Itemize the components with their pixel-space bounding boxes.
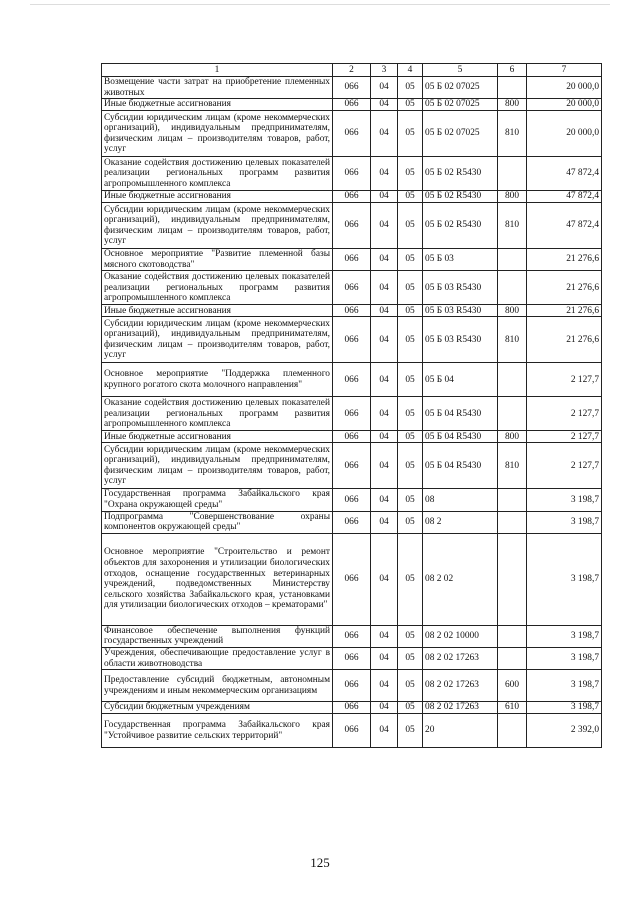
row-rz-cell: 04: [371, 511, 398, 533]
row-ved-cell: 066: [333, 191, 371, 203]
row-pr-cell: 05: [398, 157, 423, 191]
row-vr-cell: 810: [498, 317, 527, 363]
row-rz-cell: 04: [371, 99, 398, 111]
row-csr-cell: 05 Б 02 R5430: [423, 157, 498, 191]
row-pr-cell: 05: [398, 443, 423, 489]
row-vr-cell: [498, 271, 527, 305]
table-row: [102, 443, 602, 489]
row-vr-cell: 810: [498, 111, 527, 157]
row-name-cell: Предоставление субсидий бюджетным, автономным учреждениям и иным некоммерческим организациям: [102, 670, 333, 702]
row-csr-cell: 08: [423, 489, 498, 511]
row-rz-cell: 04: [371, 271, 398, 305]
row-name-cell: Иные бюджетные ассигнования: [102, 99, 333, 111]
row-csr-cell: 05 Б 03 R5430: [423, 305, 498, 317]
table-row: [102, 317, 602, 363]
table-row: [102, 157, 602, 191]
row-sum-cell: 47 872,4: [527, 191, 602, 203]
row-ved-cell: 066: [333, 714, 371, 748]
row-vr-cell: [498, 511, 527, 533]
row-name-cell: Основное мероприятие "Строительство и ремонт объектов для захоронения и утилизации биологических отходов, оснащение государственных ветеринарных учреждений, подведомственных Министерству сельского хозяйства Забайкальского края, установками для утилизации биологических отходов – крематорами": [102, 533, 333, 625]
row-csr-cell: 05 Б 02 07025: [423, 77, 498, 99]
row-pr-cell: 05: [398, 489, 423, 511]
row-vr-cell: 800: [498, 99, 527, 111]
row-sum-cell: 47 872,4: [527, 157, 602, 191]
row-csr-cell: 05 Б 02 R5430: [423, 203, 498, 249]
row-pr-cell: 05: [398, 99, 423, 111]
row-pr-cell: 05: [398, 397, 423, 431]
table-body: [102, 64, 602, 748]
row-ved-cell: 066: [333, 317, 371, 363]
row-sum-cell: 47 872,4: [527, 203, 602, 249]
row-csr-cell: 05 Б 03 R5430: [423, 317, 498, 363]
page-number: 125: [310, 855, 330, 870]
row-name-cell: Иные бюджетные ассигнования: [102, 191, 333, 203]
row-rz-cell: 04: [371, 157, 398, 191]
row-csr-cell: 05 Б 04 R5430: [423, 431, 498, 443]
row-name-cell: Иные бюджетные ассигнования: [102, 305, 333, 317]
row-csr-cell: 05 Б 04 R5430: [423, 397, 498, 431]
row-csr-cell: 05 Б 02 07025: [423, 99, 498, 111]
row-ved-cell: 066: [333, 443, 371, 489]
table-row: [102, 489, 602, 511]
table-row: [102, 625, 602, 647]
row-rz-cell: 04: [371, 714, 398, 748]
row-sum-cell: 2 127,7: [527, 431, 602, 443]
row-csr-cell: 08 2 02 10000: [423, 625, 498, 647]
row-rz-cell: 04: [371, 489, 398, 511]
header-cell-4: 4: [398, 64, 423, 77]
row-csr-cell: 08 2: [423, 511, 498, 533]
row-pr-cell: 05: [398, 702, 423, 714]
row-pr-cell: 05: [398, 533, 423, 625]
table-row: [102, 431, 602, 443]
row-name-cell: Учреждения, обеспечивающие предоставление услуг в области животноводства: [102, 647, 333, 669]
row-rz-cell: 04: [371, 363, 398, 397]
row-csr-cell: 08 2 02: [423, 533, 498, 625]
row-sum-cell: 3 198,7: [527, 511, 602, 533]
header-cell-1: 1: [102, 64, 333, 77]
table-row: [102, 647, 602, 669]
row-vr-cell: [498, 625, 527, 647]
row-pr-cell: 05: [398, 625, 423, 647]
row-ved-cell: 066: [333, 489, 371, 511]
row-sum-cell: 21 276,6: [527, 271, 602, 305]
row-sum-cell: 3 198,7: [527, 670, 602, 702]
row-ved-cell: 066: [333, 203, 371, 249]
row-sum-cell: 3 198,7: [527, 489, 602, 511]
row-ved-cell: 066: [333, 625, 371, 647]
row-rz-cell: 04: [371, 533, 398, 625]
row-name-cell: Основное мероприятие "Развитие племенной базы мясного скотоводства": [102, 249, 333, 271]
table-row: [102, 702, 602, 714]
row-rz-cell: 04: [371, 431, 398, 443]
row-rz-cell: 04: [371, 647, 398, 669]
table-row: [102, 77, 602, 99]
row-ved-cell: 066: [333, 157, 371, 191]
row-ved-cell: 066: [333, 111, 371, 157]
table-row: [102, 670, 602, 702]
row-pr-cell: 05: [398, 191, 423, 203]
row-pr-cell: 05: [398, 271, 423, 305]
row-rz-cell: 04: [371, 443, 398, 489]
row-pr-cell: 05: [398, 431, 423, 443]
table-row: [102, 203, 602, 249]
row-vr-cell: 800: [498, 305, 527, 317]
top-edge-line: [30, 4, 610, 5]
row-name-cell: Оказание содействия достижению целевых показателей реализации региональных программ развития агропромышленного комплекса: [102, 271, 333, 305]
row-ved-cell: 066: [333, 511, 371, 533]
header-cell-3: 3: [371, 64, 398, 77]
table-row: [102, 249, 602, 271]
row-pr-cell: 05: [398, 647, 423, 669]
row-name-cell: Иные бюджетные ассигнования: [102, 431, 333, 443]
row-vr-cell: [498, 489, 527, 511]
row-name-cell: Оказание содействия достижению целевых показателей реализации региональных программ развития агропромышленного комплекса: [102, 397, 333, 431]
row-sum-cell: 20 000,0: [527, 99, 602, 111]
row-vr-cell: 800: [498, 431, 527, 443]
row-name-cell: Финансовое обеспечение выполнения функций государственных учреждений: [102, 625, 333, 647]
row-rz-cell: 04: [371, 397, 398, 431]
row-ved-cell: 066: [333, 670, 371, 702]
row-sum-cell: 20 000,0: [527, 77, 602, 99]
row-vr-cell: [498, 363, 527, 397]
row-pr-cell: 05: [398, 317, 423, 363]
row-ved-cell: 066: [333, 363, 371, 397]
row-csr-cell: 20: [423, 714, 498, 748]
row-rz-cell: 04: [371, 317, 398, 363]
header-cell-6: 6: [498, 64, 527, 77]
table-row: [102, 191, 602, 203]
row-pr-cell: 05: [398, 77, 423, 99]
row-vr-cell: [498, 714, 527, 748]
row-vr-cell: 600: [498, 670, 527, 702]
row-name-cell: Государственная программа Забайкальского края "Охрана окружающей среды": [102, 489, 333, 511]
row-sum-cell: 3 198,7: [527, 625, 602, 647]
row-vr-cell: 800: [498, 191, 527, 203]
table-row: [102, 271, 602, 305]
row-name-cell: Субсидии юридическим лицам (кроме некоммерческих организаций), индивидуальным предпринимателям, физическим лицам – производителям товаров, работ, услуг: [102, 111, 333, 157]
row-name-cell: Субсидии юридическим лицам (кроме некоммерческих организаций), индивидуальным предпринимателям, физическим лицам – производителям товаров, работ, услуг: [102, 203, 333, 249]
row-sum-cell: 21 276,6: [527, 249, 602, 271]
row-sum-cell: 2 127,7: [527, 443, 602, 489]
header-cell-2: 2: [333, 64, 371, 77]
row-sum-cell: 21 276,6: [527, 317, 602, 363]
row-csr-cell: 05 Б 03 R5430: [423, 271, 498, 305]
header-row: [102, 64, 602, 77]
row-csr-cell: 05 Б 02 R5430: [423, 191, 498, 203]
row-pr-cell: 05: [398, 203, 423, 249]
row-sum-cell: 2 127,7: [527, 397, 602, 431]
row-vr-cell: 810: [498, 203, 527, 249]
table-row: [102, 511, 602, 533]
row-rz-cell: 04: [371, 670, 398, 702]
row-csr-cell: 05 Б 02 07025: [423, 111, 498, 157]
table-row: [102, 111, 602, 157]
row-name-cell: Государственная программа Забайкальского края "Устойчивое развитие сельских территорий": [102, 714, 333, 748]
row-vr-cell: [498, 647, 527, 669]
row-ved-cell: 066: [333, 77, 371, 99]
header-cell-5: 5: [423, 64, 498, 77]
row-vr-cell: [498, 77, 527, 99]
row-ved-cell: 066: [333, 431, 371, 443]
row-name-cell: Подпрограмма "Совершенствование охраны компонентов окружающей среды": [102, 511, 333, 533]
row-pr-cell: 05: [398, 714, 423, 748]
table-row: [102, 363, 602, 397]
row-name-cell: Возмещение части затрат на приобретение племенных животных: [102, 77, 333, 99]
table-row: [102, 533, 602, 625]
row-name-cell: Оказание содействия достижению целевых показателей реализации региональных программ развития агропромышленного комплекса: [102, 157, 333, 191]
table-row: [102, 397, 602, 431]
row-ved-cell: 066: [333, 397, 371, 431]
row-pr-cell: 05: [398, 111, 423, 157]
row-rz-cell: 04: [371, 702, 398, 714]
row-ved-cell: 066: [333, 249, 371, 271]
row-ved-cell: 066: [333, 305, 371, 317]
row-name-cell: Субсидии юридическим лицам (кроме некоммерческих организаций), индивидуальным предпринимателям, физическим лицам – производителям товаров, работ, услуг: [102, 443, 333, 489]
row-csr-cell: 05 Б 03: [423, 249, 498, 271]
row-ved-cell: 066: [333, 533, 371, 625]
row-vr-cell: [498, 533, 527, 625]
row-rz-cell: 04: [371, 305, 398, 317]
row-rz-cell: 04: [371, 111, 398, 157]
row-sum-cell: 2 392,0: [527, 714, 602, 748]
table-row: [102, 305, 602, 317]
row-ved-cell: 066: [333, 647, 371, 669]
row-ved-cell: 066: [333, 702, 371, 714]
header-cell-7: 7: [527, 64, 602, 77]
row-pr-cell: 05: [398, 363, 423, 397]
row-rz-cell: 04: [371, 77, 398, 99]
row-name-cell: Субсидии бюджетным учреждениям: [102, 702, 333, 714]
row-csr-cell: 08 2 02 17263: [423, 647, 498, 669]
row-name-cell: Основное мероприятие "Поддержка племенного крупного рогатого скота молочного направления": [102, 363, 333, 397]
row-sum-cell: 20 000,0: [527, 111, 602, 157]
row-pr-cell: 05: [398, 511, 423, 533]
row-sum-cell: 21 276,6: [527, 305, 602, 317]
row-rz-cell: 04: [371, 191, 398, 203]
row-name-cell: Субсидии юридическим лицам (кроме некоммерческих организаций), индивидуальным предпринимателям, физическим лицам – производителям товаров, работ, услуг: [102, 317, 333, 363]
row-vr-cell: 610: [498, 702, 527, 714]
budget-table: [101, 63, 602, 748]
row-vr-cell: [498, 249, 527, 271]
row-pr-cell: 05: [398, 305, 423, 317]
row-rz-cell: 04: [371, 203, 398, 249]
row-sum-cell: 3 198,7: [527, 647, 602, 669]
row-csr-cell: 05 Б 04 R5430: [423, 443, 498, 489]
row-rz-cell: 04: [371, 249, 398, 271]
row-vr-cell: [498, 397, 527, 431]
row-vr-cell: [498, 157, 527, 191]
row-csr-cell: 05 Б 04: [423, 363, 498, 397]
row-sum-cell: 2 127,7: [527, 363, 602, 397]
row-csr-cell: 08 2 02 17263: [423, 702, 498, 714]
row-csr-cell: 08 2 02 17263: [423, 670, 498, 702]
row-pr-cell: 05: [398, 670, 423, 702]
row-vr-cell: 810: [498, 443, 527, 489]
row-rz-cell: 04: [371, 625, 398, 647]
row-sum-cell: 3 198,7: [527, 533, 602, 625]
table-row: [102, 99, 602, 111]
row-sum-cell: 3 198,7: [527, 702, 602, 714]
row-ved-cell: 066: [333, 271, 371, 305]
row-ved-cell: 066: [333, 99, 371, 111]
row-pr-cell: 05: [398, 249, 423, 271]
table-row: [102, 714, 602, 748]
